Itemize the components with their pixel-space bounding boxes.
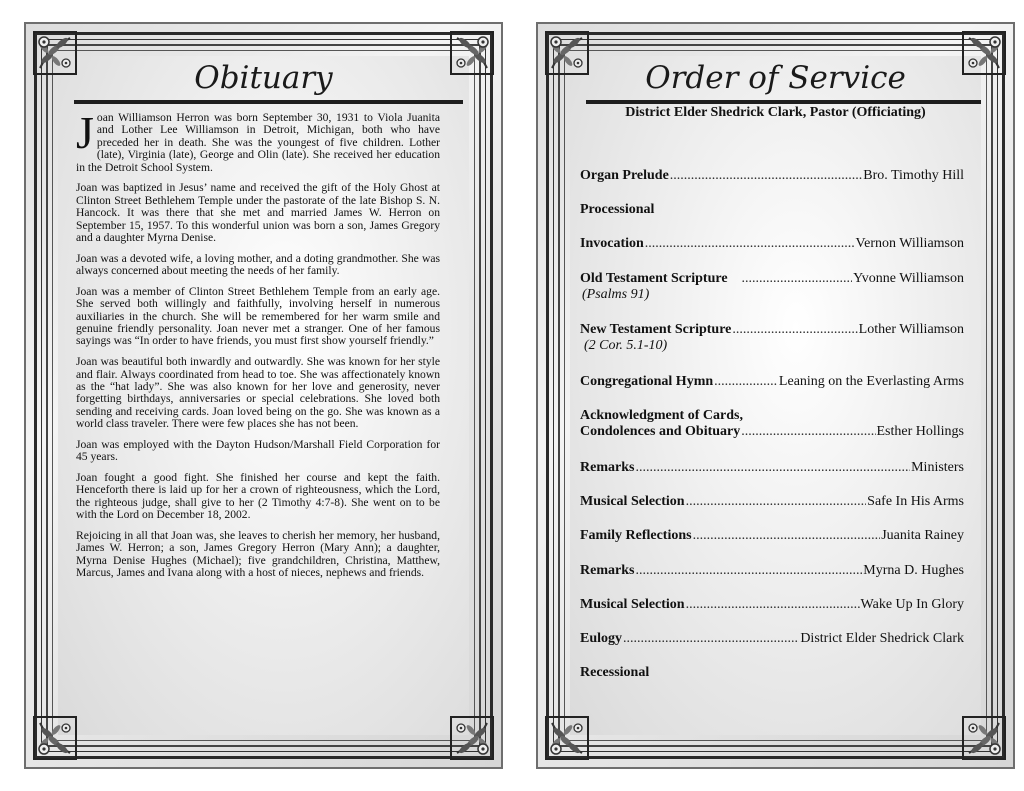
item-label: Congregational Hymn	[580, 374, 714, 389]
obituary-paragraph: Joan was beautiful both inwardly and outwardly. She was known for her style and flair. Always coordinated from head to toe. She was affectionately known as the “hat lady”. She was also known for her love and generosity, never forgetting birthdays, anniversaries or special celebrations. She loved both sending and receiving cards. Joan loved being on the go. She was known as a world class traveler. There were few places she has not been.	[76, 355, 440, 431]
item-label: Invocation	[580, 236, 644, 251]
service-item	[580, 374, 964, 390]
dot-leader	[732, 322, 857, 338]
service-item	[580, 408, 964, 440]
item-value: Juanita Rainey	[881, 528, 964, 543]
service-item	[580, 665, 964, 681]
service-item	[580, 528, 964, 544]
item-label: Recessional	[580, 665, 650, 680]
dot-leader	[623, 631, 799, 647]
item-value: Esther Hollings	[876, 424, 964, 439]
floral-ornament-icon	[32, 715, 78, 761]
item-value: Vernon Williamson	[855, 236, 964, 251]
scripture-reference: (2 Cor. 5.1-10)	[584, 338, 668, 353]
dot-leader	[686, 494, 867, 510]
item-label: Remarks	[580, 563, 635, 578]
item-label: Organ Prelude	[580, 168, 669, 183]
floral-ornament-icon	[449, 715, 495, 761]
page-title: Obituary	[194, 60, 333, 96]
obituary-text	[76, 107, 440, 588]
service-item	[580, 168, 964, 184]
service-item	[580, 322, 964, 354]
item-label: Condolences and Obituary	[580, 424, 741, 439]
service-item	[580, 460, 964, 476]
dot-leader	[645, 236, 855, 252]
item-value: Wake Up In Glory	[860, 597, 964, 612]
floral-ornament-icon	[961, 715, 1007, 761]
item-label: Family Reflections	[580, 528, 692, 543]
dot-leader	[635, 460, 910, 476]
item-value: District Elder Shedrick Clark	[800, 631, 964, 646]
floral-ornament-icon	[544, 715, 590, 761]
dot-leader	[741, 424, 875, 440]
item-label: Musical Selection	[580, 494, 685, 509]
obituary-paragraph: Joan was baptized in Jesus’ name and received the gift of the Holy Ghost at Clinton Street Bethlehem Temple under the pastorate of the late Bishop S. N. Hancock. It was there that she met and married James W. Herron on September 15, 1957. To this wonderful union was born a son, James Gregory and a daughter Myrna Denise.	[76, 181, 440, 244]
item-label: Remarks	[580, 460, 635, 475]
officiant-line: District Elder Shedrick Clark, Pastor (Officiating)	[625, 105, 926, 120]
item-value: Myrna D. Hughes	[863, 563, 964, 578]
obituary-paragraph: Rejoicing in all that Joan was, she leaves to cherish her memory, her husband, James W. Herron; a son, James Gregory Herron (Mary Ann); a daughter, Myrna Denise Hughes (Michael); five grandchildren, Christina, Matthew, Marcus, James and Ivana along with a host of nieces, nephews and friends.	[76, 528, 440, 580]
page-title: Order of Service	[645, 60, 906, 96]
dot-leader	[693, 528, 881, 544]
item-value: Yvonne Williamson	[853, 271, 964, 286]
item-value: Lother Williamson	[858, 322, 964, 337]
item-label: Processional	[580, 202, 655, 217]
dot-leader	[714, 374, 778, 390]
item-value: Safe In His Arms	[867, 494, 964, 509]
service-item	[580, 494, 964, 510]
dot-leader	[635, 563, 862, 579]
item-label: Eulogy	[580, 631, 623, 646]
obituary-paragraph: Joan was a member of Clinton Street Bethlehem Temple from an early age. She served both willingly and faithfully, involving herself in numerous auxiliaries in the church. She will be remembered for her warm smile and genuine friendly personality. Joan never met a stranger. One of her famous sayings was “In order to have friends, you must first show yourself friendly.”	[76, 284, 440, 348]
obituary-paragraph: Joan fought a good fight. She finished her course and kept the faith. Henceforth there is laid up for her a crown of righteousness, which the Lord, the righteous judge, shall give to her (2 Timothy 4:7-8). She went on to be with the Lord on December 18, 2002.	[76, 470, 440, 522]
item-label: New Testament Scripture	[580, 322, 732, 337]
item-value: Ministers	[911, 460, 964, 475]
obituary-page	[24, 22, 503, 769]
dot-leader	[670, 168, 862, 184]
title-rule	[74, 100, 463, 104]
title-rule	[586, 100, 981, 104]
service-item	[580, 631, 964, 647]
obituary-paragraph: Joan was employed with the Dayton Hudson/Marshall Field Corporation for 45 years.	[76, 437, 440, 464]
service-item	[580, 202, 964, 218]
drop-cap: J	[76, 107, 94, 158]
obituary-paragraph	[76, 107, 440, 174]
item-value: Bro. Timothy Hill	[863, 168, 964, 183]
item-label: Acknowledgment of Cards,	[580, 408, 743, 423]
order-of-service-page	[536, 22, 1015, 769]
paragraph-text: oan Williamson Herron was born September 30, 1931 to Viola Juanita and Lother Lee Williamson in Detroit, Michigan, both who have preceded her in death. She was the youngest of five children. Lother (late), Virginia (late), George and Olin (late). She received her education in the Detroit School System.	[76, 111, 440, 174]
item-label: Musical Selection	[580, 597, 685, 612]
scripture-reference: (Psalms 91)	[582, 287, 650, 302]
obituary-paragraph: Joan was a devoted wife, a loving mother, and a doting grandmother. She was always concerned about meeting the needs of her family.	[76, 251, 440, 278]
service-item	[580, 271, 964, 303]
service-item	[580, 597, 964, 613]
dot-leader	[686, 597, 860, 613]
item-value: Leaning on the Everlasting Arms	[778, 374, 964, 389]
service-item	[580, 563, 964, 579]
item-label: Old Testament Scripture	[580, 271, 728, 286]
dot-leader	[742, 271, 853, 287]
service-item	[580, 236, 964, 252]
